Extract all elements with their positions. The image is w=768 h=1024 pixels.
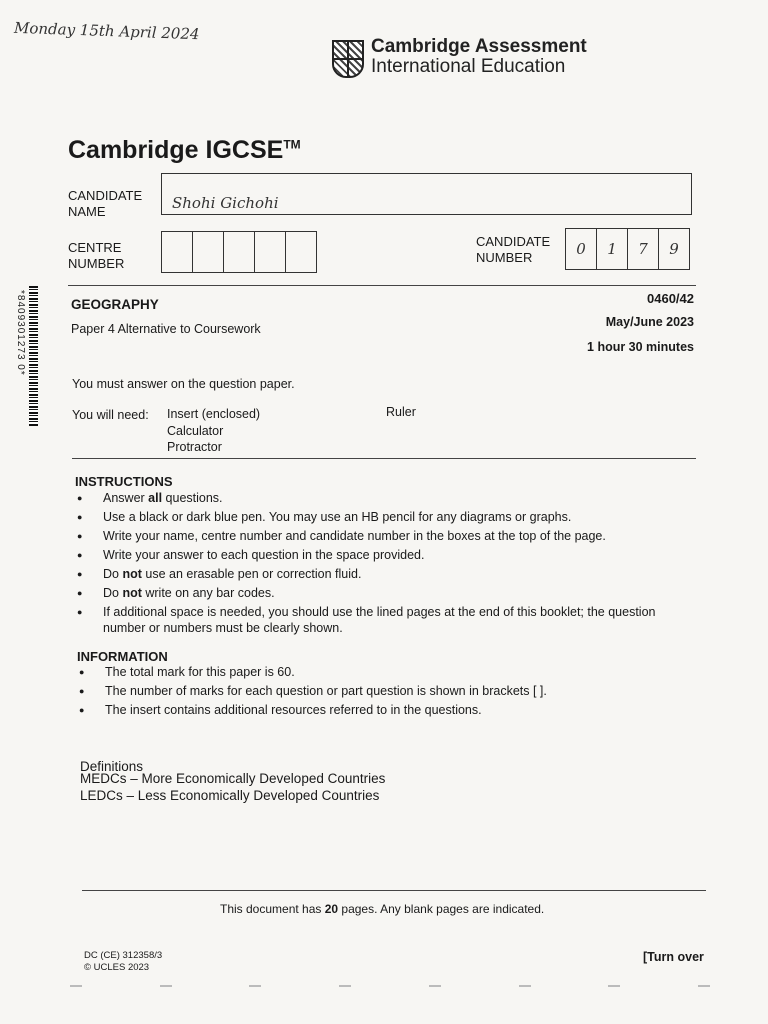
information-item: ● The total mark for this paper is 60. xyxy=(77,664,677,680)
need-item: Calculator xyxy=(167,424,224,438)
candidate-number-label: CANDIDATE NUMBER xyxy=(476,234,551,265)
document-code: DC (CE) 312358/3 xyxy=(84,950,163,961)
candidate-name-label: CANDIDATE NAME xyxy=(68,188,143,219)
centre-number-field[interactable] xyxy=(161,231,317,273)
centre-number-cell[interactable] xyxy=(192,231,224,273)
information-list xyxy=(77,664,677,721)
need-item: Protractor xyxy=(167,440,222,454)
candidate-number-cell[interactable]: 7 xyxy=(627,228,659,270)
instruction-item: ● Use a black or dark blue pen. You may use an HB pencil for any diagrams or graphs. xyxy=(75,509,685,525)
centre-number-cell[interactable] xyxy=(223,231,255,273)
paper-duration: 1 hour 30 minutes xyxy=(587,340,694,354)
turn-over-label: [Turn over xyxy=(643,950,704,964)
information-heading: INFORMATION xyxy=(77,649,168,664)
page-count-text: This document has 20 pages. Any blank pages are indicated. xyxy=(220,902,545,916)
answer-on-paper-text: You must answer on the question paper. xyxy=(72,377,295,391)
instructions-list xyxy=(75,490,685,639)
definition-item: LEDCs – Less Economically Developed Countries xyxy=(80,788,380,803)
candidate-name-field[interactable] xyxy=(161,173,692,215)
instruction-item: ● Do not use an erasable pen or correction fluid. xyxy=(75,566,685,582)
brand-tm: TM xyxy=(283,137,301,152)
definitions-heading: Definitions xyxy=(80,759,144,774)
instruction-item: ● Do not write on any bar codes. xyxy=(75,585,685,601)
candidate-number-cell[interactable]: 0 xyxy=(565,228,597,270)
need-item-ruler: Ruler xyxy=(386,405,416,419)
candidate-number-cell[interactable]: 1 xyxy=(596,228,628,270)
requirements-divider xyxy=(72,458,696,459)
candidate-name-value: Shohi Gichohi xyxy=(172,194,279,212)
centre-number-cell[interactable] xyxy=(161,231,193,273)
need-label: You will need: xyxy=(72,408,149,422)
scan-marks xyxy=(70,985,710,987)
brand-text: Cambridge IGCSE xyxy=(68,136,284,164)
barcode-number: *8409301273 0* xyxy=(15,290,26,376)
org-line2: International Education xyxy=(371,56,566,77)
paper-code: 0460/42 xyxy=(647,291,694,306)
cambridge-crest-logo xyxy=(332,40,364,78)
centre-number-cell[interactable] xyxy=(254,231,286,273)
footer-divider xyxy=(82,890,706,891)
barcode xyxy=(29,286,38,426)
instruction-item: ● Write your name, centre number and candidate number in the boxes at the top of the page. xyxy=(75,528,685,544)
information-item: ● The insert contains additional resources referred to in the questions. xyxy=(77,702,677,718)
centre-number-label: CENTRE NUMBER xyxy=(68,240,125,271)
handwritten-date: Monday 15th April 2024 xyxy=(13,18,200,44)
copyright: © UCLES 2023 xyxy=(84,962,150,973)
instruction-item: ● Answer all questions. xyxy=(75,490,685,506)
header-divider xyxy=(68,285,696,286)
candidate-number-field[interactable] xyxy=(565,228,690,270)
definition-item: MEDCs – More Economically Developed Countries xyxy=(80,771,386,786)
subject-title: GEOGRAPHY xyxy=(71,297,159,312)
org-line1: Cambridge Assessment xyxy=(371,36,587,57)
centre-number-cell[interactable] xyxy=(285,231,317,273)
paper-title: Paper 4 Alternative to Coursework xyxy=(71,322,261,336)
candidate-number-cell[interactable]: 9 xyxy=(658,228,690,270)
paper-session: May/June 2023 xyxy=(605,315,694,329)
instructions-heading: INSTRUCTIONS xyxy=(75,474,173,489)
instruction-item: ● If additional space is needed, you should use the lined pages at the end of this booklet; the question number or numbers must be clearly shown. xyxy=(75,604,685,636)
information-item: ● The number of marks for each question or part question is shown in brackets [ ]. xyxy=(77,683,677,699)
need-item: Insert (enclosed) xyxy=(167,407,261,421)
brand-title xyxy=(68,136,301,165)
instruction-item: ● Write your answer to each question in the space provided. xyxy=(75,547,685,563)
